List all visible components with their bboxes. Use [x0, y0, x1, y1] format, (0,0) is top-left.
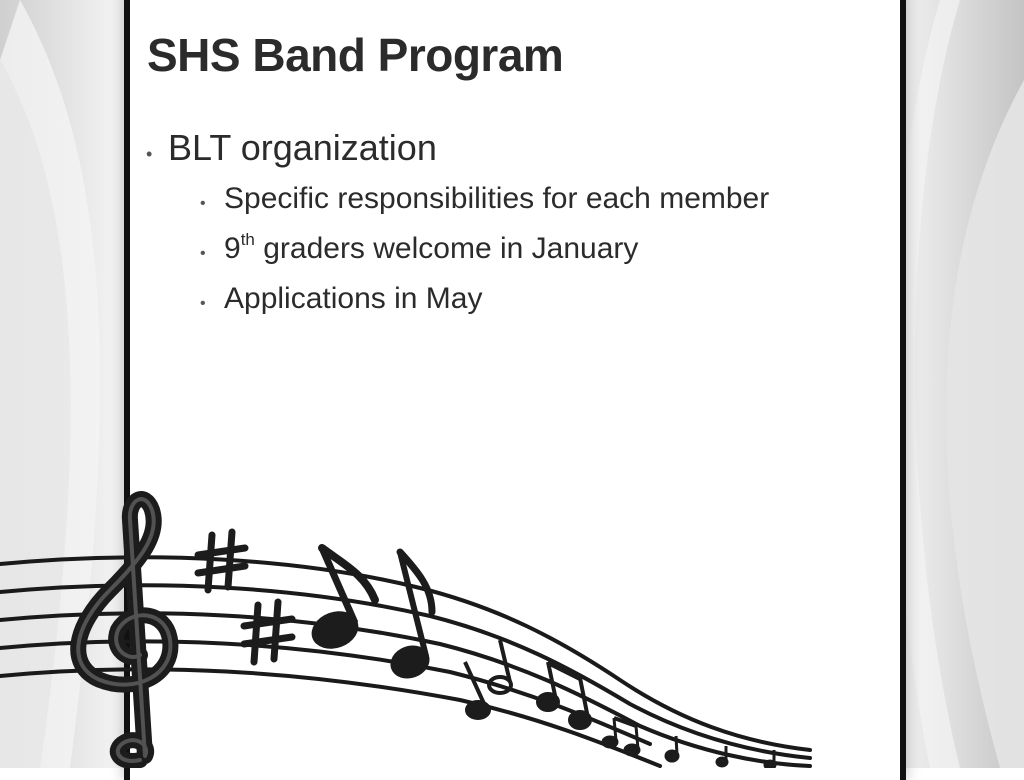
eighth-note-icon [538, 662, 590, 728]
sub-bullet-text: Applications in May [224, 282, 483, 315]
bullet-dot-icon: • [200, 245, 206, 262]
bullet-dot-icon: • [146, 144, 153, 164]
slide-title: SHS Band Program [147, 29, 564, 81]
sub-bullet-text: 9th graders welcome in January [224, 230, 639, 265]
sub-bullet-item [200, 276, 769, 326]
sub-bullet-item [200, 176, 769, 226]
bullet-list [146, 126, 769, 326]
eighth-note-icon [386, 552, 435, 684]
music-staff-icon [0, 480, 820, 768]
sub-bullet-item [200, 226, 769, 276]
bullet-dot-icon: • [200, 195, 206, 212]
treble-clef-icon [78, 499, 170, 761]
sub-bullet-text: Specific responsibilities for each member [224, 182, 770, 215]
bullet-dot-icon: • [200, 295, 206, 312]
sharp-icon [244, 602, 292, 662]
bullet-main-text: BLT organization [168, 127, 437, 168]
bullet-item-main [146, 126, 769, 176]
